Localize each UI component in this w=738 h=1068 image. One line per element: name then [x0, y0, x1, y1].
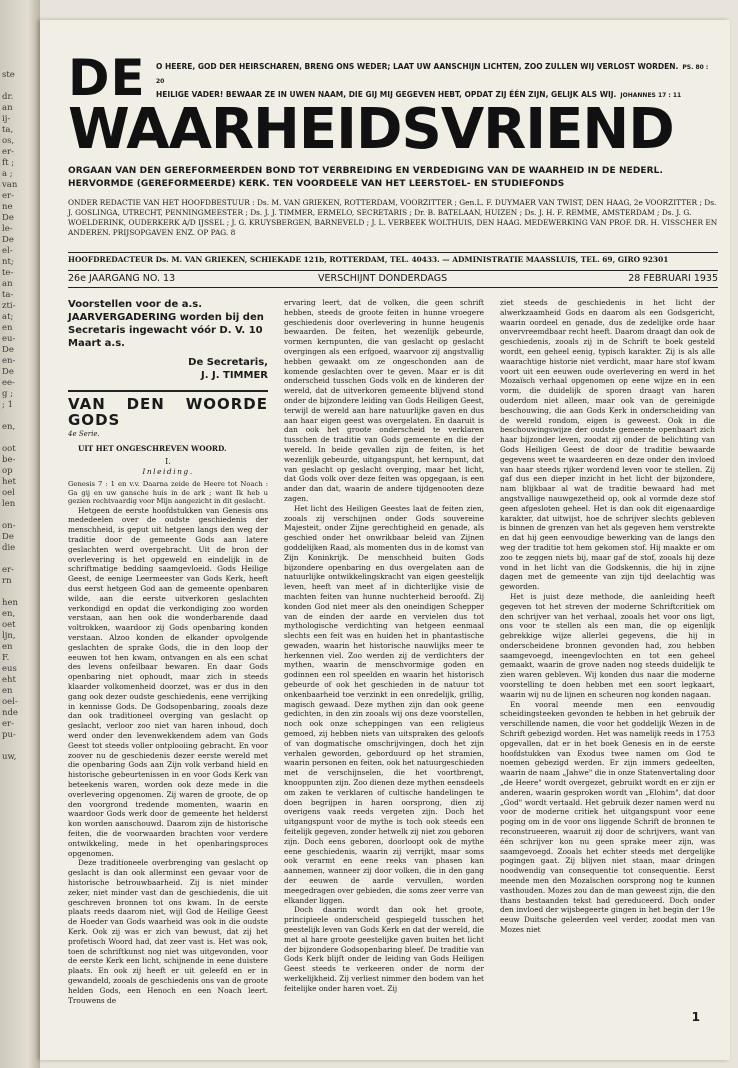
adjacent-page-text: ste dr. an ij- ta, os, er- ft ; a ; van er- ne De le- De el- nt; te- an ta- zti- at; en eu- De en- De ee- g ; ; 1 en, oot be- op het oel len on- De die er- rn hen en, oet ljn, en F. eus eht en oel- nde er- pu- uw, — [2, 70, 18, 762]
article-subtitle: UIT HET ONGESCHREVEN WOORD. — [78, 443, 227, 453]
chapter-number: I. — [165, 456, 171, 466]
chapter-heading: Inleiding. — [142, 467, 194, 477]
newspaper-page — [40, 20, 730, 1060]
motto — [156, 60, 716, 102]
page-number: 1 — [691, 1010, 700, 1024]
scripture-quote: Genesis 7 : 1 en v.v. Daarna zeide de Heere tot Noach : Ga gij en uw gansche huis in de ark ; want Ik heb u gezien rechtvaardig voor Mijn aangezicht in dit geslacht. — [68, 480, 268, 506]
adjacent-page-edge — [0, 0, 40, 1068]
column-2 — [284, 298, 484, 994]
issue-date: 28 FEBRUARI 1935 — [628, 273, 718, 284]
meeting-notice — [68, 298, 268, 382]
notice-signature-title: De Secretaris, — [188, 357, 268, 368]
organ-statement: ORGAAN VAN DEN GEREFORMEERDEN BOND TOT VERBREIDING EN VERDEDIGING VAN DE WAARHEID IN DE NEDERL. HERVORMDE (GEREFORMEERDE) KERK. TEN VOORDEELE VAN HET LEERSTOEL- EN STUDIEFONDS — [68, 166, 664, 189]
motto-ref-2: JOHANNES 17 : 11 — [620, 92, 682, 99]
paragraph: Het licht des Heiligen Geestes laat de feiten zien, zooals zij verschijnen onder Gods souvereine Majesteit, onder Zijne gerechtigheid en genade, als geschied onder het onwrikbaar beleid van Zijnen goddelijken Raad, als momenten dus in de komst van Zijn Koninkrijk. De menschheid buiten Gods bijzondere openbaring en dus overgelaten aan de natuurlijke ontwikkelingskracht van eigen geestelijk leven, heeft van meet af in dichterlijke visie de machten feiten van hunne nuchterheid beroofd. Zij konden God niet meer als den oneindigen Schepper van de einden der aarde en vervielen dus tot mythologische verdichting van hetgeen eenmaal slechts een feit was en huiden het in phantastische gewaden, waarin het historische nauwlijks meer te herkennen viel. Zoo werden zij de verdichters der mythen, waarin de menschvormige goden en godinnen een rol speelden en waarin het historisch gebeurde of ook het geschieden in de natuur tot onkenbaarheid toe verzinkt in een onredelijk, grillig, magisch gewaad. Deze mythen zijn dan ook geene gedichten, in den zin zooals wij ons deze voorstellen, noch ook onze scheppingen van een religieus gemoed, zij hebben niets van uitspraken des geloofs of van dogmatische omschrijvingen, doch het zijn verhalen geworden, geborduurd op het stramien, waarin personen en feiten, ook het natuurgeschieden met de verschijnselen, die het voortbrengt, knooppunten zijn. Zoo dienen deze mythen eensdeels om zaken te verklaren of cultische handelingen te doen begrijpen in haren oorsprong, dien zij overigens vaak reeds vergeten zijn. Doch het uitgangspunt voor de mythe is toch ook steeds een feitelijk gegeven, zonder hetwelk zij niet zou geboren zijn. Doch eens geboren, doorloopt ook de mythe eene geschiedenis, waarin zij verrijkt, maar soms ook verarmt en eene reeks van phasen kan aannemen, wanneer zij door volken, die in den gang der eeuwen de aarde vervullen, worden meegedragen over gebieden, die soms zeer verre van elkander liggen. — [284, 503, 484, 905]
notice-signature-name: J. J. TIMMER — [201, 370, 268, 381]
newspaper-title: WAARHEIDSVRIEND — [68, 97, 674, 162]
issue-info-bar — [68, 270, 718, 288]
editorial-board: ONDER REDACTIE VAN HET HOOFDBESTUUR : Ds. M. VAN GRIEKEN, ROTTERDAM, VOORZITTER ; Gen.L. F. DUYMAER VAN TWIST, DEN HAAG, 2e VOORZITTER ; Ds. J. GOSLINGA, UTRECHT, PENNINGMEESTER ; Ds. J. J. TIMMER, ERMELO, SECRETARIS ; Dr. B. BATELAAN, HUIZEN ; Ds. J. H. F. REMME, AMSTERDAM ; Ds. J. G. WOELDERINK, OUDERKERK A/D IJSSEL ; J. G. KRUYSBERGEN, BARNEVELD ; J. L. VERBEEK WOLTHUIS, DEN HAAG. MEDEWERKING VAN PROF. DR. H. VISSCHER EN ANDEREN. PRIJSOPGAVEN ENZ. OP PAG. 8 — [68, 198, 718, 237]
divider — [68, 390, 268, 392]
volume-number: 26e JAARGANG NO. 13 — [68, 273, 176, 284]
editor-in-chief-line: HOOFDREDACTEUR Ds. M. VAN GRIEKEN, SCHIEKADE 121b, ROTTERDAM, TEL. 40433. — ADMINISTRATIE MAASSLUIS, TEL. 69, GIRO 92301 — [68, 252, 718, 265]
column-3 — [500, 298, 715, 935]
paragraph: Het is juist deze methode, die aanleiding heeft gegeven tot het streven der moderne Schriftcritiek om den schrijver van het verhaal, zooals het voor ons ligt, ons voor te stellen als een man, die op eigenlijk gebrekkige wijze allerlei gegevens, die hij in onderscheidene bronnen gevonden had, zou hebben saamgevoegd, ineengevlochten en tot een geheel gemaakt, waarin de grove naden nog steeds duidelijk te zien waren gebleven. Wij konden dus naar die moderne voorstelling te doen hebben met een soort legkaart, waarin wij nu de lijnen en scheuren nog konden nagaan. — [500, 591, 715, 699]
series-label: 4e Serie. — [68, 430, 100, 438]
motto-ref-1: PS. 80 : 20 — [156, 64, 709, 85]
section-title: VAN DEN WOORDE GODS — [68, 395, 268, 429]
paragraph: En vooral meende men een eenvoudig scheidingsteeken gevonden te hebben in het gebruik der verschillende namen, die voor het goddelijk Wezen in de Schrift gebezigd worden. Het was namelijk reeds in 1753 opgevallen, dat er in het boek Genesis en in de eerste hoofdstukken van Exodus twee namen om God te noemen gebezigd werden. Er zijn immers gedeelten, waarin de naam „Jahwe" die in onze Statenvertaling door „de Heere" wordt overgezet, gebruikt wordt en er zijn er anderen, waarin gesproken wordt van „Elohim", dat door „God" wordt vertaald. Het gebruik dezer namen werd nu voor de moderne critiek het uitgangspunt voor eene poging om in de voor ons liggende Schrift de bronnen te reconstrueeren, waaruit zij door de schrijvers, want van één schrijver kon nu geen sprake meer zijn, was saamgevoegd. Zooals het echter steeds met dergelijke pogingen gaat. Zij blijven niet staan, maar dringen noodwendig van consequentie tot consequentie. Eerst meende men den Mozaïschen oorsprong nog te kunnen vasthouden. Mozes zou dan de man geweest zijn, die den thans bestaanden tekst had gereduceerd. Doch onder den invloed der wijsbegeerte gingen in het begin der 19e eeuw Duitsche geleerden veel verder, zoodat men van Mozes niet — [500, 699, 715, 934]
motto-line-1: O HEERE, GOD DER HEIRSCHAREN, BRENG ONS WEDER; LAAT UW AANSCHIJN LICHTEN, ZOO ZULLEN WIJ VERLOST WORDEN. — [156, 62, 679, 71]
paragraph: Doch daarin wordt dan ook het groote, principieele onderscheid gespiegeld tusschen het geestelijk leven van Gods Kerk en dat der wereld, die met al hare groote geestelijke gaven buiten het licht der bijzondere Godsopenbaring bleef. De traditie van Gods Kerk blijft onder de leiding van Gods Heiligen Geest steeds te verkeeren onder de norm der werkelijkheid. Zij verliest nimmer den bodem van het feitelijke onder haren voet. Zij — [284, 905, 484, 993]
paragraph: ervaring leert, dat de volken, die geen schrift hebben, steeds de groote feiten in hunne vroegere geschiedenis door overlevering in hunne heugenis bewaarden. De feiten, het wezenlijk gebeurde, vormen kernpunten, die van geslacht op geslacht overgingen als een erfgoed, waarvoor zij angstvallig hebben gewaakt om ze ongeschonden aan de komende geslachten over te geven. Maar er is dit onderscheid tusschen Gods volk en de kinderen der wereld, dat de uitverkoren gemeente blijvend stond onder de bijzondere leiding van Gods Heiligen Geest, terwijl de wereld aan hare natuurlijke gaven en dus aan haar eigen geest was overgelaten. En daaruit is dan ook het groote onderscheid te verklaren tusschen de traditie van Gods gemeente en die der wereld. In beide gevallen zijn de feiten, is het wezenlijk gebeurde, uitgangspunt, het kernpunt, dat van geslacht op geslacht overging, maar het licht, dat Gods volk over deze feiten was opgegaan, is een ander dan dat, waarin de andere tijdgenooten deze zagen. — [284, 298, 484, 503]
paragraph: Hetgeen de eerste hoofdstukken van Genesis ons mededeelen over de oudste geschiedenis der menschheid, is geput uit hetgeen langs den weg der traditie door de gemeente Gods aan latere geslachten werd overgebracht. Uit de bron der overlevering is het opgeweld en eindelijk in de schriftmatige bedding saamgevloeid. Gods Heilige Geest, de eenige Leermeester van Gods Kerk, heeft dus eerst hetgeen God aan de gemeente openbaren wilde, aan die eerste uitverkoren geslachten verkondigd en opdat die verkondiging zoo worden verstaan, aan hen ook die wonderbarende daad voltrokken, waardoor zij Gods openbaring konden verstaan. Alzoo konden de elkander opvolgende geslachten de sprake Gods, die in den loop der eeuwen tot hen kwam, ontvangen en als een schat des levens onfeilbaar bewaren. En daar Gods openbaring niet ophoudt, maar zich in steeds klaarder volkomenheid doorzet, was er dus in den gang ook dezer oudste geschiedenis, eene verrijking in kennisse Gods. De Godsopenbaring, zooals deze dan ook traditioneel overging van geslacht op geslacht, verloor zoo niet van haren inhoud, doch werd onder den levenwekkendem adem van Gods Geest tot steeds voller ontplooiing gebracht. En voor zoover nu de geschiedenis dezer eerste wereld met die openbaring Gods aan Zijn volk verband hield en historische gebeurtenissen in en voor Gods Kerk van beteekenis waren, worden ook deze mede in die overlevering opgenomen. Zij waren de groote, de op den voorgrond tredende momenten, waarin en waardoor Gods werk door de gemeente het helderst kon worden aanschouwd. Daarom zijn de historische feiten, die de voorwaarden brachten voor verdere ontwikkeling, mede in het openbaringsproces opgenomen. — [68, 505, 268, 858]
title-de: DE — [68, 49, 146, 107]
column-1 — [68, 298, 268, 1005]
notice-text: Voorstellen voor de a.s. JAARVERGADERING worden bij den Secretaris ingewacht vóór D. V. 10 Maart a.s. — [68, 299, 264, 349]
paragraph: ziet steeds de geschiedenis in het licht der alwerkzaamheid Gods en daarom als een Godsgericht, waarin oordeel en genade, dus de zedelijke orde haar onvervreemdbaar recht heeft. Daarom draagt dan ook de geschiedenis, zooals zij in de Schrift te boek gesteld wordt, een geheel eenig, typisch karakter. Zij is als alle waarachtige historie niet verdicht, maar hare stof kwam voort uit een eeuwen oude overlevering en werd in het Mozaïsch verhaal opgenomen op eene wijze en in een vorm, die duidelijk de sporen draagt van haren ouderdom niet alleen, maar ook van de gereinigde beschouwing, die aan Gods Kerk in onderscheiding van de wereld rondom, eigen is geweest. Ook in die beschouwingswijze der oudste gemeente openbaart zich haar bijzonder leven, zoodat zij onder de belichting van Gods Heiligen Geest de door de traditie bewaarde gegevens weet te waardeeren en deze onder den invloed van haar steeds rijker wordend leven voor te stellen. Zij gaf dus een dieper inzicht in het licht der bijzondere, nam blijkbaar al wat de traditie bewaard had met angstvallige nauwgezetheid op, ook al vormde deze stof geen afgesloten geheel. Het is dan ook dit eigenaardige karakter, dat uitwijst, hoe de schrijver slechts gebleven is binnen de grenzen van het als gegeven hem verstrekte en dat hij geen eenvoudige bewerking van de langs den weg der traditie tot hem gekomen stof. Hij maakte er om zoo te zeggen niets bij, maar gaf de stof, zooals hij deze vond in het licht van die Godskennis, die hij in zijne dagen met de gemeente van zijn tijd deelachtig was geworden. — [500, 298, 715, 592]
motto-line-2: HEILIGE VADER! BEWAAR ZE IN UWEN NAAM, DIE GIJ MIJ GEGEVEN HEBT, OPDAT ZIJ ÉÉN ZIJN, GELIJK ALS WIJ. — [156, 90, 617, 99]
paragraph: Deze traditioneele overbrenging van geslacht op geslacht is dan ook allerminst een gevaar voor de historische betrouwbaarheid. Zij is niet minder zeker, niet minder vast dan de geschiedenis, die uit geschreven bronnen tot ons kwam. In de eerste plaats reeds daarom niet, wijl God de Heilige Geest de Hoeder van Gods waarheid was ook in die oudste Kerk. Ook zij was er zich van bewust, dat zij het profetisch Woord had, dat zeer vast is. Het was ook, toen de schriftkunst nog niet was uitgevonden, voor de eerste Kerk een licht, schijnende in eene duistere plaats. En ook zij heeft er uit geleefd en er in gewandeld, zooals de geschiedenis ons van de groote helden Gods, een Henoch en een Noach leert. Trouwens de — [68, 858, 268, 1005]
publication-frequency: VERSCHIJNT DONDERDAGS — [318, 273, 448, 284]
